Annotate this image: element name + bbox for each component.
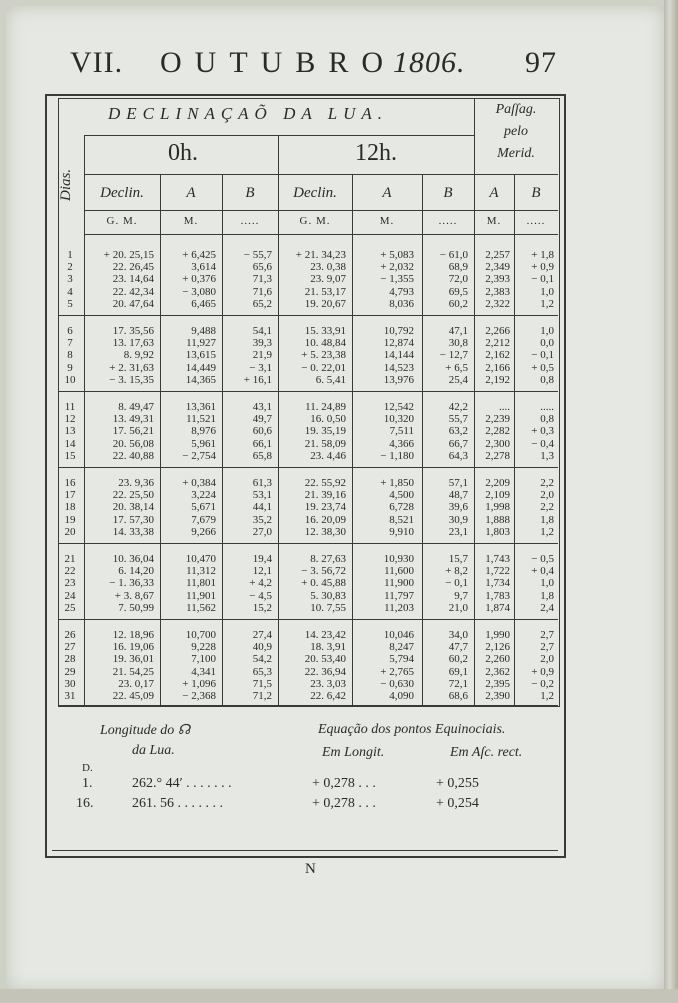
unit-gm-12: G. M. <box>299 215 331 227</box>
a-0-values: 10,700 9,228 7,100 4,341 + 1,096 − 2,368 <box>182 629 216 703</box>
rule <box>84 234 558 235</box>
declin-0-values: 8. 49,47 13. 49,31 17. 56,21 20. 56,08 22. 40,88 <box>112 401 154 462</box>
b-0-values: 19,4 12,1 + 4,2 − 4,5 15,2 <box>249 553 272 614</box>
passag-b-values: 2,7 2,7 2,0 + 0,9 − 0,2 1,2 <box>531 629 554 703</box>
footer-lon-16: 261. 56 . . . . . . . <box>132 796 223 811</box>
footer-day-1: 1. <box>82 776 93 791</box>
col-declin-12: Declin. <box>293 185 337 201</box>
day-numbers: 21 22 23 24 25 <box>64 553 76 614</box>
rule <box>58 619 558 620</box>
declin-12-values: 15. 33,91 10. 48,84 + 5. 23,38 − 0. 22,01 6. 5,41 <box>301 325 346 386</box>
a-12-values: + 5,083 + 2,032 − 1,355 4,793 8,036 <box>380 249 414 310</box>
unit-dots-merid: ..... <box>526 215 546 227</box>
b-12-values: 47,1 30,8 − 12,7 + 6,5 25,4 <box>439 325 468 386</box>
col-b-merid: B <box>531 185 541 201</box>
unit-m-0: M. <box>183 215 199 227</box>
book-spine <box>664 0 678 1003</box>
col-a-merid: A <box>489 185 499 201</box>
year: 1806. <box>393 46 466 79</box>
declin-0-values: 10. 36,04 6. 14,20 − 1. 36,33 + 3. 8,67 7. 50,99 <box>109 553 154 614</box>
table-title: DECLINAÇAÕ DA LUA. <box>108 104 389 123</box>
day-numbers: 1 2 3 4 5 <box>67 249 73 310</box>
passag-b-values: 2,2 2,0 2,2 1,8 1,2 <box>540 477 554 538</box>
a-12-values: + 1,850 4,500 6,728 8,521 9,910 <box>380 477 414 538</box>
day-numbers: 16 17 18 19 20 <box>64 477 76 538</box>
rule <box>84 135 474 136</box>
day-numbers: 26 27 28 29 30 31 <box>64 629 76 703</box>
b-0-values: − 55,7 65,6 71,3 71,6 65,2 <box>243 249 272 310</box>
passag-line2: pelo <box>503 124 529 139</box>
footer-day-16: 16. <box>76 796 94 811</box>
rule <box>58 315 558 316</box>
hour-12-label: 12h. <box>355 140 397 166</box>
a-12-values: 10,930 11,600 11,900 11,797 11,203 <box>383 553 414 614</box>
day-numbers: 11 12 13 14 15 <box>64 401 76 462</box>
declin-12-values: 11. 24,89 16. 0,50 19. 35,19 21. 58,09 23. 4,46 <box>304 401 346 462</box>
passag-b-values: ..... 0,8 + 0,3 − 0,4 1,3 <box>531 401 554 462</box>
b-0-values: 61,3 53,1 44,1 35,2 27,0 <box>252 477 272 538</box>
passag-b-values: 1,0 0,0 − 0,1 + 0,5 0,8 <box>531 325 554 386</box>
b-0-values: 43,1 49,7 60,6 66,1 65,8 <box>252 401 272 462</box>
unit-m-merid: M. <box>486 215 502 227</box>
footer-el-1: + 0,278 . . . <box>312 776 376 791</box>
declin-12-values: 14. 23,42 18. 3,91 20. 53,40 22. 36,94 23. 3,03 22. 6,42 <box>304 629 346 703</box>
rule <box>52 850 558 851</box>
unit-dots-0: ..... <box>240 215 260 227</box>
longitude-title: Longitude do ☊ <box>100 723 191 738</box>
a-0-values: + 0,384 3,224 5,671 7,679 9,266 <box>182 477 216 538</box>
em-asc-label: Em Aſc. rect. <box>450 745 523 760</box>
passag-a-values: 1,743 1,722 1,734 1,783 1,874 <box>485 553 510 614</box>
declin-0-values: 12. 18,96 16. 19,06 19. 36,01 21. 54,25 23. 0,17 22. 45,09 <box>112 629 154 703</box>
dias-label: Dias. <box>58 168 74 202</box>
d-label: D. <box>82 762 93 774</box>
col-b-0: B <box>245 185 255 201</box>
declin-12-values: + 21. 34,23 23. 0,38 23. 9,07 21. 53,17 19. 20,67 <box>295 249 346 310</box>
a-0-values: 9,488 11,927 13,615 14,449 14,365 <box>185 325 216 386</box>
rule <box>58 467 558 468</box>
unit-gm-0: G. M. <box>106 215 138 227</box>
passag-a-values: .... 2,239 2,282 2,300 2,278 <box>485 401 510 462</box>
b-12-values: 57,1 48,7 39,6 30,9 23,1 <box>448 477 468 538</box>
equation-title: Equação dos pontos Equinociais. <box>318 722 506 737</box>
rule <box>84 174 558 175</box>
rule <box>84 210 558 211</box>
a-12-values: 10,046 8,247 5,794 + 2,765 − 0,630 4,090 <box>380 629 414 703</box>
b-0-values: 27,4 40,9 54,2 65,3 71,5 71,2 <box>252 629 272 703</box>
a-0-values: 13,361 11,521 8,976 5,961 − 2,754 <box>182 401 216 462</box>
col-declin-0: Declin. <box>100 185 144 201</box>
em-longit-label: Em Longit. <box>322 745 385 760</box>
a-0-values: + 6,425 3,614 + 0,376 − 3,080 6,465 <box>182 249 216 310</box>
b-0-values: 54,1 39,3 21,9 − 3,1 + 16,1 <box>243 325 272 386</box>
declin-12-values: 22. 55,92 21. 39,16 19. 23,74 16. 20,09 12. 38,30 <box>304 477 346 538</box>
rule <box>58 391 558 392</box>
chapter-number: VII. <box>70 46 124 79</box>
book-bottom-edge <box>0 989 678 1003</box>
rule <box>58 543 558 544</box>
declin-0-values: 17. 35,56 13. 17,63 8. 9,92 + 2. 31,63 − 3. 15,35 <box>109 325 154 386</box>
page-header <box>70 46 565 86</box>
footer-ea-1: + 0,255 <box>436 776 479 791</box>
signature-mark: N <box>305 861 316 877</box>
passag-line1: Paſſag. <box>495 102 537 117</box>
a-0-values: 10,470 11,312 11,801 11,901 11,562 <box>185 553 216 614</box>
passag-b-values: + 1,8 + 0,9 − 0,1 1,0 1,2 <box>531 249 554 310</box>
passag-b-values: − 0,5 + 0,4 1,0 1,8 2,4 <box>531 553 554 614</box>
b-12-values: 15,7 + 8,2 − 0,1 9,7 21,0 <box>445 553 468 614</box>
page-number: 97 <box>525 46 557 79</box>
declin-0-values: 23. 9,36 22. 25,50 20. 38,14 17. 57,30 14. 33,38 <box>112 477 154 538</box>
col-a-0: A <box>186 185 196 201</box>
passag-a-values: 2,266 2,212 2,162 2,166 2,192 <box>485 325 510 386</box>
declin-12-values: 8. 27,63 − 3. 56,72 + 0. 45,88 5. 30,83 10. 7,55 <box>301 553 346 614</box>
passag-a-values: 2,257 2,349 2,393 2,383 2,322 <box>485 249 510 310</box>
rule <box>58 705 558 706</box>
col-b-12: B <box>443 185 453 201</box>
a-12-values: 12,542 10,320 7,511 4,366 − 1,180 <box>380 401 414 462</box>
b-12-values: 42,2 55,7 63,2 66,7 64,3 <box>448 401 468 462</box>
footer-ea-16: + 0,254 <box>436 796 479 811</box>
footer-el-16: + 0,278 . . . <box>312 796 376 811</box>
longitude-subtitle: da Lua. <box>132 743 175 758</box>
a-12-values: 10,792 12,874 14,144 14,523 13,976 <box>383 325 414 386</box>
footer-lon-1: 262.° 44′ . . . . . . . <box>132 776 232 791</box>
b-12-values: 34,0 47,7 60,2 69,1 72,1 68,6 <box>448 629 468 703</box>
declin-0-values: + 20. 25,15 22. 26,45 23. 14,64 22. 42,34 20. 47,64 <box>103 249 154 310</box>
b-12-values: − 61,0 68,9 72,0 69,5 60,2 <box>439 249 468 310</box>
col-a-12: A <box>382 185 392 201</box>
passag-a-values: 1,990 2,126 2,260 2,362 2,395 2,390 <box>485 629 510 703</box>
passag-line3: Merid. <box>497 146 535 161</box>
unit-m-12: M. <box>379 215 395 227</box>
unit-dots-12: ..... <box>438 215 458 227</box>
passag-a-values: 2,209 2,109 1,998 1,888 1,803 <box>485 477 510 538</box>
month-title: OUTUBRO <box>160 46 397 79</box>
hour-0-label: 0h. <box>168 140 198 166</box>
day-numbers: 6 7 8 9 10 <box>64 325 76 386</box>
